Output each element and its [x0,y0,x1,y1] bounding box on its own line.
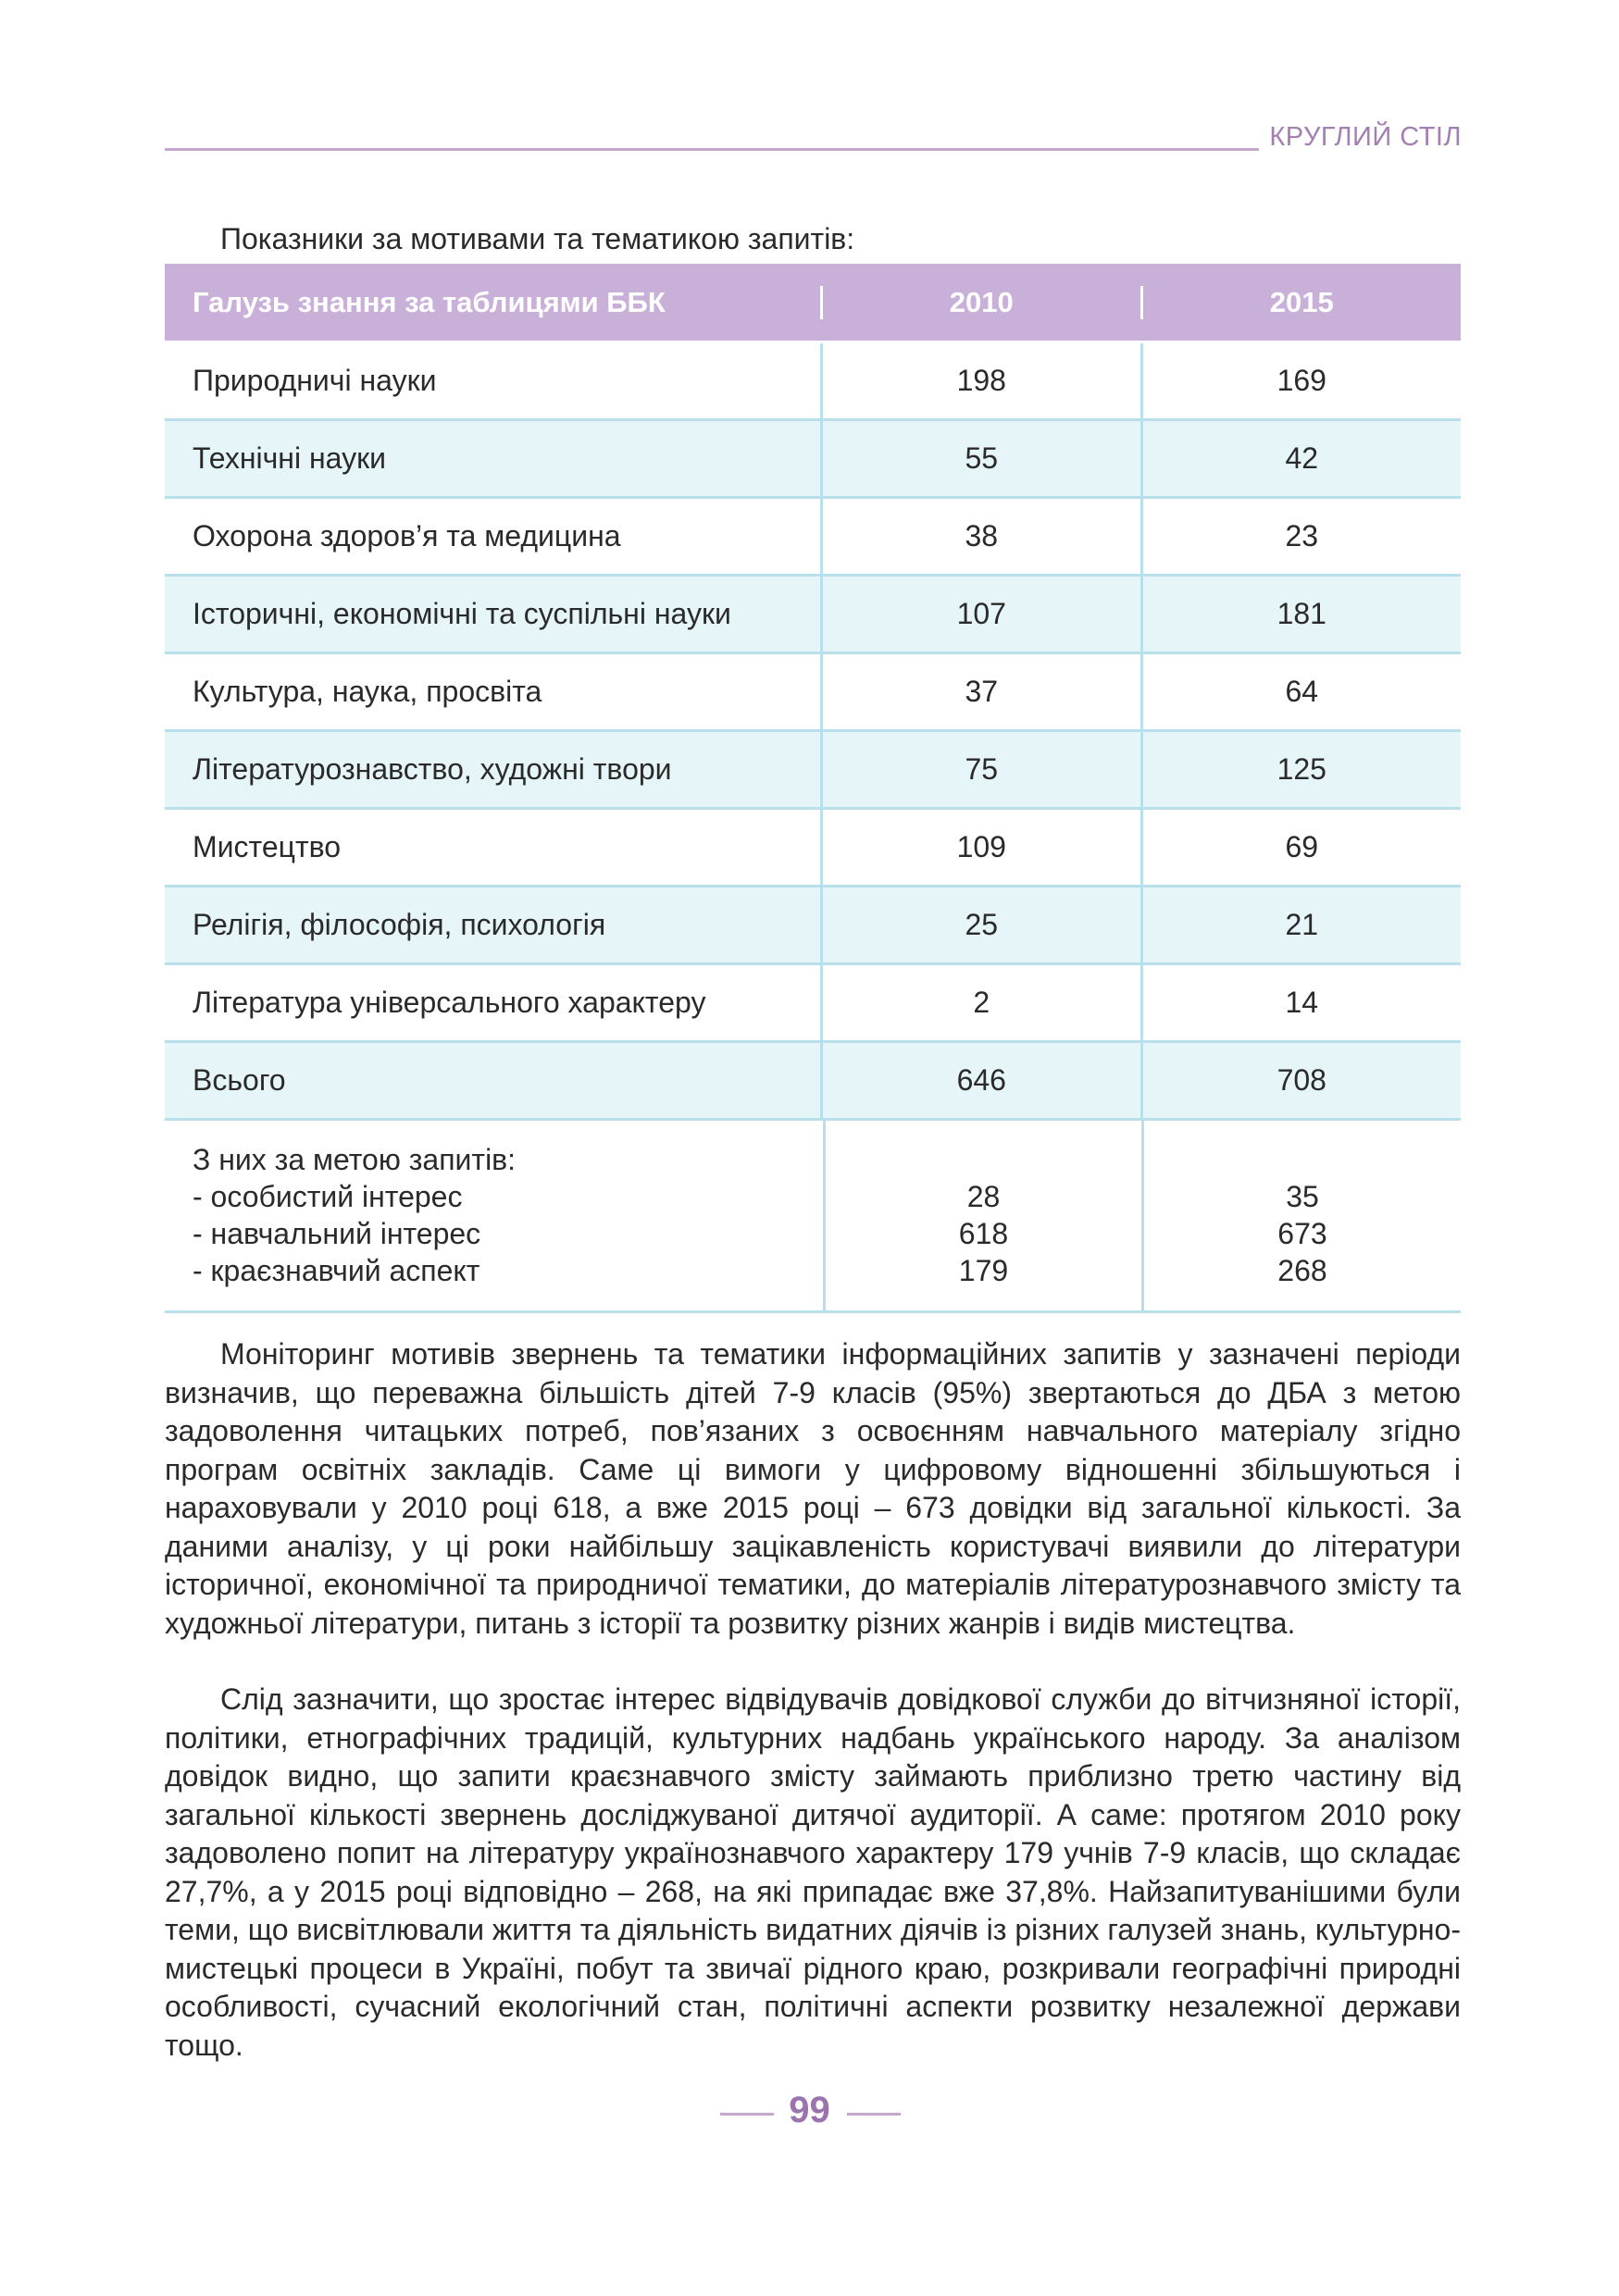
row-value-2010: 107 [820,577,1140,652]
header-2010: 2010 [820,286,1140,319]
row-label: Технічні науки [193,441,386,475]
table-row [165,887,1461,965]
row-value-2010: 646 [820,1043,1140,1118]
header-rule [165,148,1259,151]
row-value-2010: 38 [820,499,1140,574]
row-label: Літературознавство, художні твори [193,752,672,786]
row-label: Література універсального характеру [193,986,706,1019]
row-value-2015: 64 [1140,654,1461,729]
purpose-label: - краєзнавчий аспект [193,1254,480,1287]
purpose-value: 618 [958,1217,1009,1250]
purpose-label: - навчальний інтерес [193,1217,481,1250]
page-number: 99 [789,2090,830,2130]
purpose-label: - особистий інтерес [193,1180,463,1213]
purpose-labels [165,1121,823,1310]
row-label: Історичні, економічні та суспільні науки [193,597,731,630]
row-label: Мистецтво [193,830,342,863]
row-value-2015: 23 [1140,499,1461,574]
row-value-2010: 55 [820,421,1140,496]
table-caption: Показники за мотивами та тематикою запитів: [220,222,855,255]
row-value-2015: 21 [1140,887,1461,962]
purpose-values-2010 [823,1121,1141,1310]
row-value-2010: 75 [820,732,1140,807]
purpose-value: 28 [966,1180,1001,1213]
row-value-2010: 109 [820,810,1140,885]
table-row [165,965,1461,1043]
row-value-2010: 198 [820,343,1140,418]
purpose-values-2015 [1141,1121,1461,1310]
table-row [165,732,1461,810]
row-value-2010: 37 [820,654,1140,729]
row-label: Культура, наука, просвіта [193,675,542,708]
table-row [165,577,1461,654]
row-value-2015: 69 [1140,810,1461,885]
row-value-2015: 181 [1140,577,1461,652]
paragraph: Слід зазначити, що зростає інтерес відвідувачів довідкової служби до вітчизняної історії, політики, етнографічних традицій, культурних надбань українського народу. За аналізом довідок видно, що запити краєзнавчого змісту займають приблизно третю частину від загальної кількості звернень досліджуваної дитячої аудиторії. А саме: протягом 2010 року задоволено попит на літературу українознавчого характеру 179 учнів 7-9 класів, що складає 27,7%, а у 2015 році відповідно – 268, на які припадає вже 37,8%. Найзапитуванішими були теми, що висвітлювали життя та діяльність видатних діячів із різних галузей знань, культурно-мистецькі процеси в Україні, побут та звичаї рідного краю, розкривали географічні природні особливості, сучасний екологічний стан, політичні аспекти розвитку незалежної держави тощо. [165,1682,1461,2062]
purpose-value: 35 [1286,1180,1319,1213]
row-value-2010: 25 [820,887,1140,962]
row-value-2015: 42 [1140,421,1461,496]
header-field: Галузь знання за таблицями ББК [193,285,666,318]
requests-table [165,264,1461,1313]
table-header-row [165,264,1461,343]
table-row [165,421,1461,499]
table-row-purpose [165,1121,1461,1313]
table-row-total [165,1043,1461,1121]
table-row [165,499,1461,577]
row-label: Охорона здоров’я та медицина [193,519,621,552]
row-value-2015: 708 [1140,1043,1461,1118]
purpose-value: 179 [958,1254,1009,1287]
row-value-2015: 169 [1140,343,1461,418]
row-label: Всього [193,1063,286,1097]
table-row [165,654,1461,732]
purpose-title: З них за метою запитів: [193,1143,517,1176]
row-value-2015: 125 [1140,732,1461,807]
table-row [165,810,1461,887]
row-value-2010: 2 [820,965,1140,1040]
row-label: Релігія, філософія, психологія [193,908,606,941]
purpose-value: 673 [1277,1217,1327,1250]
row-label: Природничі науки [193,364,437,397]
page-number-rule-right [847,2113,901,2116]
table-row [165,343,1461,421]
purpose-value: 268 [1277,1254,1327,1287]
row-value-2015: 14 [1140,965,1461,1040]
section-title: КРУГЛИЙ СТІЛ [1269,122,1462,152]
paragraph: Моніторинг мотивів звернень та тематики інформаційних запитів у зазначені періоди визначив, що переважна більшість дітей 7-9 класів (95%) звертаються до ДБА з метою задоволення читацьких потреб, пов’язаних з освоєнням навчального матеріалу згідно програм освітніх закладів. Саме ці вимоги у цифровому відношенні збільшуються і нараховували у 2010 році 618, а вже 2015 році – 673 довідки від загальної кількості. За даними аналізу, у ці роки найбільшу зацікавленість користувачі виявили до літератури історичної, економічної та природничої тематики, до матеріалів літературознавчого змісту та художньої літератури, питань з історії та розвитку різних жанрів і видів мистецтва. [165,1337,1461,1640]
header-2015: 2015 [1140,286,1461,319]
